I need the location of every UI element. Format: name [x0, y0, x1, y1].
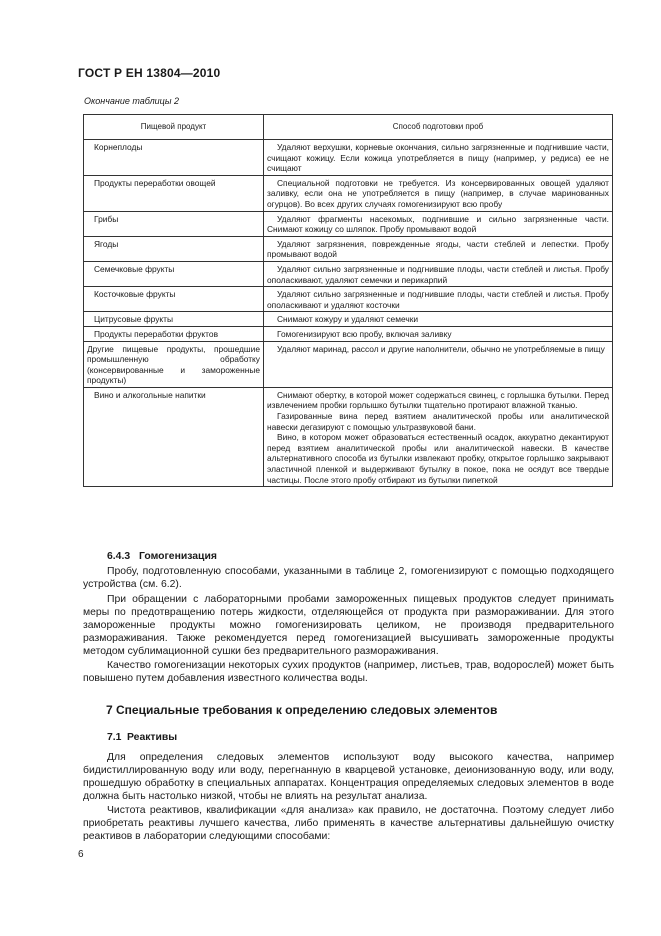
product-cell: Грибы: [84, 211, 264, 236]
table-header-row: [84, 115, 613, 140]
subsection-title-reagents: Реактивы: [127, 732, 178, 743]
product-cell: Ягоды: [84, 236, 264, 261]
method-cell: [264, 312, 613, 327]
paragraph: Для определения следовых элементов используют воду высокого качества, например бидистиллированную воду или воду, перегнанную в кварцевой установке, деионизованную воду, или воду, прошедшую обработку в специальных аппаратах. Концентрация определяемых следовых элементов в воде должна быть настолько низкой, чтобы не влиять на результат анализа.: [83, 752, 614, 803]
table-caption: Окончание таблицы 2: [84, 96, 179, 106]
method-cell: [264, 175, 613, 211]
table-row: [84, 211, 613, 236]
product-cell: Продукты переработки овощей: [84, 175, 264, 211]
method-cell: [264, 326, 613, 341]
table-row: [84, 341, 613, 387]
paragraph: Пробу, подготовленную способами, указанными в таблице 2, гомогенизируют с помощью подходящего устройства (см. 6.2).: [83, 566, 614, 591]
product-cell: Цитрусовые фрукты: [84, 312, 264, 327]
method-cell: [264, 341, 613, 387]
method-text: Удаляют верхушки, корневые окончания, сильно загрязненные и подгнившие части, счищают кожицу. Если кожица употребляется в пищу (например, у редиса) ее не счищают: [267, 142, 609, 174]
subsection-number-6-4-3: 6.4.3: [107, 551, 131, 562]
subsection-number-7-1: 7.1: [107, 732, 122, 743]
method-text: Удаляют сильно загрязненные и подгнившие плоды, части стеблей и листья. Пробу ополаскивают, удаляют семечки и перикарпий: [267, 263, 609, 285]
method-text: Вино, в котором может образоваться естественный осадок, аккуратно декантируют перед взятием аналитической пробы или аналитической навески. В качестве альтернативного способа из бутылки извлекают пробку, открытое горлышко закрывают эластичной пленкой и выдерживают бутылку в покое, пока не осядут все твердые частицы. После этого пробу отбирают из бутылки пипеткой: [267, 432, 609, 485]
table-row: [84, 387, 613, 486]
document-header: ГОСТ Р ЕН 13804—2010: [78, 66, 221, 80]
method-cell: [264, 261, 613, 286]
paragraph: Качество гомогенизации некоторых сухих продуктов (например, листьев, трав, водорослей) может быть повышено путем добавления известного количества воды.: [83, 660, 614, 685]
table-row: [84, 326, 613, 341]
table-row: [84, 236, 613, 261]
method-text: Удаляют сильно загрязненные и подгнившие плоды, части стеблей и листья. Пробу ополаскивают и удаляют косточки: [267, 289, 609, 310]
method-text: Снимают обертку, в которой может содержаться свинец, с горлышка бутылки. Перед извлечением пробки горлышко бутылки тщательно протирают влажной тканью.: [267, 389, 609, 411]
method-text: Гомогенизируют всю пробу, включая заливку: [277, 328, 452, 339]
subsection-title-homogenization: Гомогенизация: [139, 551, 217, 562]
paragraph: При обращении с лабораторными пробами замороженных пищевых продуктов следует принимать меры по предотвращению потерь жидкости, отделяющейся от продукта при размораживании. Для этого замороженные продукты можно гомогенизировать целиком, не производя предварительного размораживания. Также рекомендуется перед гомогенизацией высушивать замороженные продукты методом сублимационной сушки без предварительного размораживания.: [83, 594, 614, 658]
method-cell: [264, 387, 613, 486]
sample-preparation-table: [83, 114, 613, 487]
product-cell: Продукты переработки фруктов: [84, 326, 264, 341]
table-row: [84, 312, 613, 327]
table-row: [84, 261, 613, 286]
method-text: Удаляют маринад, рассол и другие наполнители, обычно не употребляемые в пищу: [277, 343, 605, 354]
product-cell: Косточковые фрукты: [84, 287, 264, 312]
method-cell: [264, 140, 613, 176]
paragraph: Чистота реактивов, квалификации «для анализа» как правило, не достаточна. Поэтому следует либо приобретать реактивы лучшего качества, либо применять в качестве альтернативы дальнейшую очистку реактивов в лаборатории следующими способами:: [83, 805, 614, 843]
table-row: [84, 287, 613, 312]
method-text: Специальной подготовки не требуется. Из консервированных овощей удаляют заливку, если она не употребляется в пищу (например, в случае маринованных огурцов). Во всех других случаях гомогенизируют всю пробу: [267, 177, 609, 209]
product-cell: Вино и алкогольные напитки: [84, 387, 264, 486]
column-header-method: Способ подготовки проб: [264, 115, 613, 140]
method-cell: [264, 211, 613, 236]
product-cell: Другие пищевые продукты, прошедшие промышленную обработку (консервированные и замороженные продукты): [84, 341, 264, 387]
method-text: Удаляют загрязнения, поврежденные ягоды, части стеблей и лепестки. Пробу промывают водой: [267, 238, 609, 260]
product-cell: Семечковые фрукты: [84, 261, 264, 286]
section-heading-7: 7 Специальные требования к определению следовых элементов: [106, 703, 498, 717]
method-text: Газированные вина перед взятием аналитической пробы или аналитической навески дегазируют с помощью ультразвуковой бани.: [267, 411, 609, 432]
method-cell: [264, 287, 613, 312]
method-text: Удаляют фрагменты насекомых, подгнившие и сильно загрязненные части. Снимают кожицу со шляпок. Пробу промывают водой: [267, 213, 609, 235]
method-text: Снимают кожуру и удаляют семечки: [277, 314, 419, 325]
method-cell: [264, 236, 613, 261]
page-number: 6: [78, 849, 84, 860]
product-cell: Корнеплоды: [84, 140, 264, 176]
column-header-product: Пищевой продукт: [84, 115, 264, 140]
table-row: [84, 140, 613, 176]
table-row: [84, 175, 613, 211]
